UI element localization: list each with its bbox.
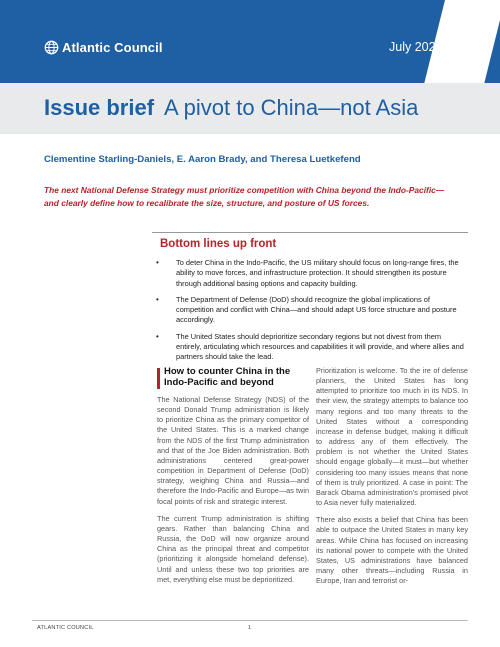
list-item [156, 258, 468, 289]
bullet: • [156, 258, 159, 267]
bottom-lines-box [152, 232, 468, 369]
page-title [44, 95, 418, 121]
atlantic-council-logo [44, 39, 163, 55]
list-item [156, 294, 468, 326]
section-heading-line: Indo-Pacific and beyond [164, 377, 274, 388]
list-item-text: To deter China in the Indo-Pacific, the US military should focus on long-range fires, the ability to move forces, and infrastructure protection. It should strengthen its posture through additional basing options and capacity building. [176, 258, 459, 288]
body-column-left [157, 366, 309, 592]
list-item [156, 331, 468, 363]
bottom-lines-title: Bottom lines up front [160, 238, 277, 250]
footer-org: ATLANTIC COUNCIL [37, 625, 94, 631]
title-text: A pivot to China—not Asia [164, 95, 419, 120]
bullet: • [156, 331, 159, 341]
authors: Clementine Starling-Daniels, E. Aaron Brady, and Theresa Luetkefend [44, 154, 361, 165]
section-heading-bar [157, 368, 160, 389]
bottom-lines-list [152, 258, 468, 363]
globe-icon [44, 40, 59, 55]
title-lead: Issue brief [44, 95, 155, 120]
body-column-right [316, 366, 468, 593]
summary-line: and clearly define how to recalibrate the size, structure, and posture of US forces. [44, 197, 370, 208]
divider [152, 232, 468, 233]
list-item-text: The United States should deprioritize secondary regions but not divest from them entirely, articulating which resources and capabilities it will provide, and where allies and partners should take the lead. [176, 331, 464, 362]
body-paragraph: Prioritization is welcome. To the ire of defense planners, the United States has long attempted to prioritize too much in its NDS. In their view, the strategy attempts to balance too many regions and too many threats to the United States without a corresponding increase in defense budget, making it difficult to address any of them effectively. The problem is not whether the United States should engage globally—it must—but whether considering too many issues means that none of them is truly prioritized. A case in point: The Barack Obama administration's promised pivot to Asia never fully materialized. [316, 366, 468, 508]
body-paragraph: There also exists a belief that China has been able to outpace the United States in many key areas. While China has focused on increasing its national power to compete with the United States, US administrations have balanced many other threats—including Russia in Europe, Iran and terrorist or- [316, 515, 468, 586]
publication-date: July 2025 [389, 40, 443, 54]
summary-line: The next National Defense Strategy must prioritize competition with China beyond the Indo-Pacific— [44, 185, 445, 195]
org-name: Atlantic Council [62, 39, 163, 55]
footer-divider [32, 620, 468, 621]
page-number: 1 [248, 625, 252, 631]
body-paragraph: The National Defense Strategy (NDS) of the second Donald Trump administration is likely to prioritize China as the primary competitor of the United States. This is a marked change from the NDS of the first Trump administration and that of the Joe Biden administration. Both administrations centered great-power competition in Department of Defense (DoD) strategy, weighing China and Russia—and therefore the Indo-Pacific and Europe—as twin focal points of risk and strategic interest. [157, 395, 309, 506]
body-paragraph: The current Trump administration is shifting gears. Rather than balancing China and Russia, the DoD will now organize around China as the principal threat and competitor (prioritizing it alongside homeland defense). Until and unless these two top priorities are met, everything else must be deprioritized. [157, 513, 309, 584]
section-heading [157, 366, 309, 388]
list-item-text: The Department of Defense (DoD) should recognize the global implications of competition and conflict with China—and should adapt US force structure and posture accordingly. [176, 294, 457, 325]
section-heading-line: How to counter China in the [164, 366, 291, 377]
bullet: • [156, 294, 159, 304]
summary [44, 184, 464, 209]
